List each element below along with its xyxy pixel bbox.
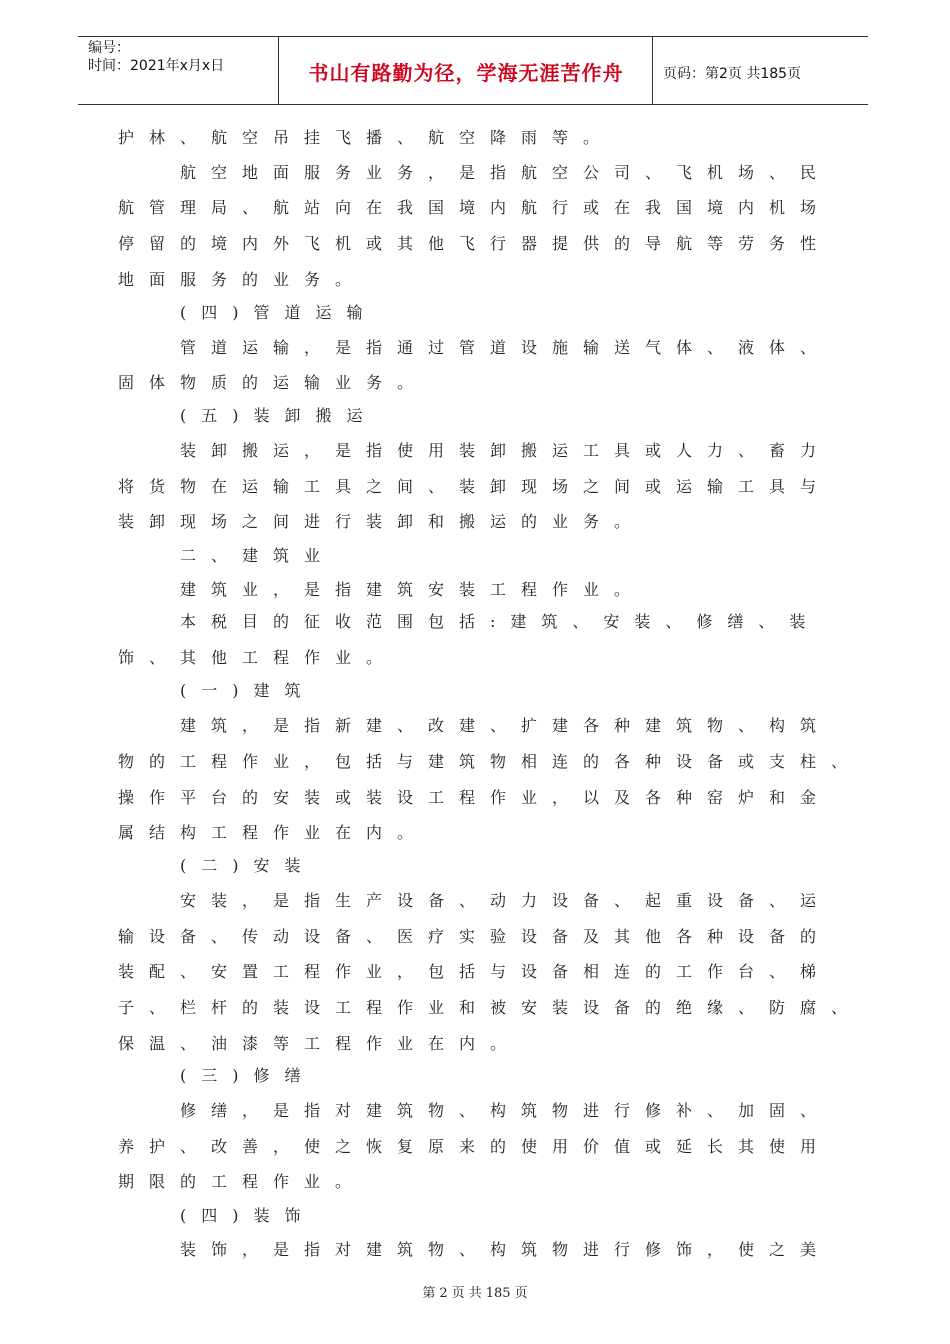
section-heading: (四)管道运输 (180, 303, 378, 322)
text-line: 地面服务的业务。 (118, 270, 367, 289)
page-footer (0, 1282, 950, 1301)
text-line: 操作平台的安装或装设工程作业，以及各种窑炉和金 (118, 788, 832, 807)
text-line: 建筑业，是指建筑安装工程作业。 (180, 580, 646, 599)
text-line: 装卸现场之间进行装卸和搬运的业务。 (118, 512, 646, 531)
section-heading: (五)装卸搬运 (180, 406, 378, 425)
footer-text: 页 (514, 1286, 528, 1301)
footer-text: 共 (468, 1286, 482, 1301)
footer-page-number: 2 (439, 1286, 448, 1301)
text-line: 管道运输，是指通过管道设施输送气体、液体、 (180, 338, 832, 357)
header-motto: 书山有路勤为径，学海无涯苦作舟 (308, 61, 624, 85)
header-meta (88, 39, 224, 75)
time-label: 时间：2021年x月x日 (88, 58, 225, 74)
text-line: 输设备、传动设备、医疗实验设备及其他各种设备的 (118, 927, 832, 946)
header-page-info: 页码：第2页 共185页 (663, 66, 802, 82)
footer-text: 第 (422, 1286, 436, 1301)
footer-text: 页 (451, 1286, 465, 1301)
section-heading: (三)修缮 (180, 1066, 316, 1085)
text-line: 安装，是指生产设备、动力设备、起重设备、运 (180, 891, 832, 910)
number-label: 编号： (88, 40, 130, 56)
text-line: 停留的境内外飞机或其他飞行器提供的导航等劳务性 (118, 234, 832, 253)
text-line: 建筑，是指新建、改建、扩建各种建筑物、构筑 (180, 716, 832, 735)
text-line: 固体物质的运输业务。 (118, 373, 429, 392)
text-line: 饰、其他工程作业。 (118, 648, 398, 667)
text-line: 装饰，是指对建筑物、构筑物进行修饰，使之美 (180, 1240, 832, 1259)
text-line: 属结构工程作业在内。 (118, 823, 429, 842)
text-line: 保温、油漆等工程作业在内。 (118, 1034, 522, 1053)
section-heading: (四)装饰 (180, 1206, 316, 1225)
section-heading: 二、建筑业 (180, 546, 336, 565)
text-line: 子、栏杆的装设工程作业和被安装设备的绝缘、防腐、 (118, 998, 863, 1017)
section-heading: (一)建筑 (180, 681, 316, 700)
text-line: 将货物在运输工具之间、装卸现场之间或运输工具与 (118, 477, 832, 496)
text-line: 航管理局、航站向在我国境内航行或在我国境内机场 (118, 198, 832, 217)
footer-total-pages: 185 (485, 1286, 511, 1301)
document-header (78, 36, 868, 105)
text-line: 养护、改善，使之恢复原来的使用价值或延长其使用 (118, 1137, 832, 1156)
text-line: 期限的工程作业。 (118, 1172, 367, 1191)
text-line: 本税目的征收范围包括:建筑、安装、修缮、装 (180, 612, 821, 631)
text-line: 航空地面服务业务，是指航空公司、飞机场、民 (180, 163, 832, 182)
text-line: 装卸搬运，是指使用装卸搬运工具或人力、畜力 (180, 441, 832, 460)
text-line: 护林、航空吊挂飞播、航空降雨等。 (118, 128, 615, 147)
text-line: 装配、安置工程作业，包括与设备相连的工作台、梯 (118, 962, 832, 981)
section-heading: (二)安装 (180, 856, 316, 875)
text-line: 物的工程作业，包括与建筑物相连的各种设备或支柱、 (118, 752, 863, 771)
text-line: 修缮，是指对建筑物、构筑物进行修补、加固、 (180, 1101, 832, 1120)
